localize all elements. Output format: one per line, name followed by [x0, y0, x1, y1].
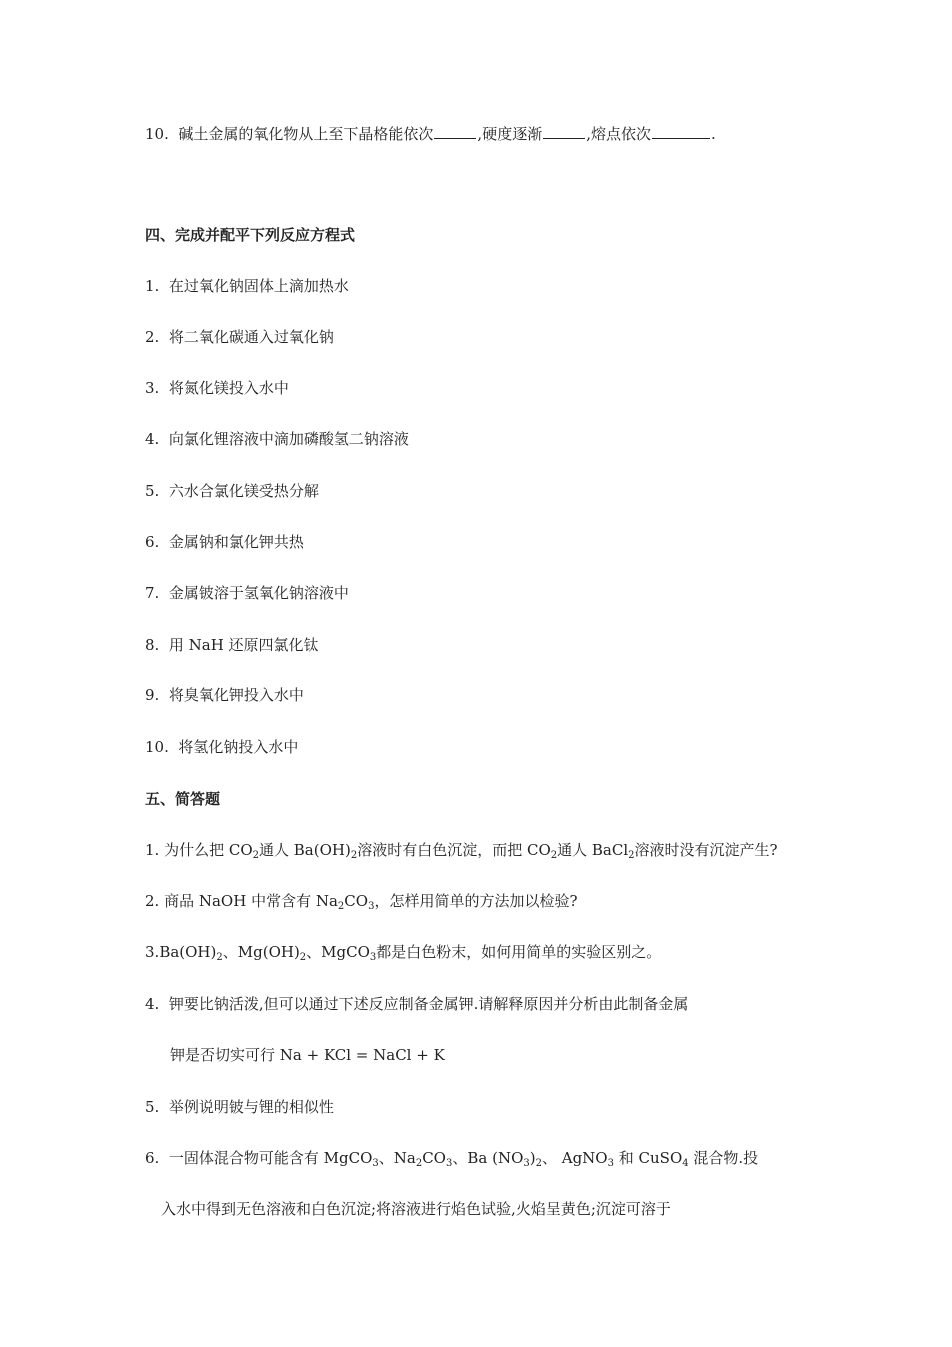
subscript: 3: [368, 901, 375, 912]
list-item: [145, 737, 298, 757]
list-item: [145, 532, 304, 552]
short-answer-question-4: [145, 994, 688, 1014]
question-text: ): [529, 1149, 536, 1167]
question-text: CO: [422, 1149, 446, 1167]
question-text: 碱土金属的氧化物从上至下晶格能依次: [178, 125, 434, 143]
item-number: 7.: [145, 584, 160, 602]
question-text: 和 CuSO: [614, 1149, 683, 1167]
item-number: 6.: [145, 533, 160, 551]
item-text: 向氯化锂溶液中滴加磷酸氢二钠溶液: [168, 430, 409, 448]
subscript: 2: [252, 850, 260, 861]
list-item: [145, 378, 289, 398]
question-text: ,熔点依次: [586, 125, 651, 143]
question-text: 商品 NaOH 中常含有 Na: [164, 892, 338, 910]
question-text: 溶液时没有沉淀产生?: [634, 841, 778, 859]
question-text: 、Mg(OH): [222, 943, 300, 961]
subscript: 3: [607, 1158, 614, 1169]
question-text: 溶液时有白色沉淀，而把 CO: [357, 841, 551, 859]
list-item: [145, 635, 319, 655]
question-text: 、Na: [378, 1149, 416, 1167]
answer-blank[interactable]: [652, 122, 710, 139]
question-number: 4.: [145, 995, 160, 1013]
question-text: 、 AgNO: [541, 1149, 608, 1167]
subscript: 2: [415, 1158, 423, 1169]
subscript: 3: [445, 1158, 453, 1169]
question-text: 通人 BaCl: [557, 841, 629, 859]
subscript: 2: [550, 850, 558, 861]
subscript: 3: [372, 1158, 379, 1169]
question-text: ,硬度逐渐: [477, 125, 543, 143]
short-answer-question-6: [145, 1148, 758, 1168]
subscript: 3: [369, 952, 377, 963]
list-item: [145, 276, 349, 296]
question-number: 6.: [145, 1149, 160, 1167]
section-title: 五、简答题: [145, 790, 221, 808]
item-number: 3.: [145, 379, 160, 397]
question-text: ，怎样用简单的方法加以检验?: [374, 892, 578, 910]
question-text: CO: [344, 892, 369, 910]
question-text: 、Ba (NO: [452, 1149, 524, 1167]
question-text: Ba(OH): [159, 943, 217, 961]
question-number: 10.: [145, 125, 169, 143]
short-answer-question-1: [145, 840, 778, 860]
question-text: .: [710, 125, 716, 143]
item-text: 将臭氧化钾投入水中: [168, 686, 304, 704]
short-answer-question-3: [145, 942, 661, 962]
short-answer-question-4-continued: 钾是否切实可行 Na + KCl = NaCl + K: [170, 1046, 445, 1064]
short-answer-question-2: [145, 891, 578, 911]
item-text: 将氢化钠投入水中: [178, 738, 299, 756]
item-number: 5.: [145, 482, 160, 500]
item-number: 10.: [145, 738, 169, 756]
item-text: 金属钠和氯化钾共热: [168, 533, 304, 551]
short-answer-question-6-continued: 入水中得到无色溶液和白色沉淀;将溶液进行焰色试验,火焰呈黄色;沉淀可溶于: [161, 1200, 671, 1218]
subscript: 2: [535, 1158, 542, 1169]
question-number: 5.: [145, 1098, 160, 1116]
subscript: 3: [523, 1158, 530, 1169]
list-item: [145, 327, 334, 347]
answer-blank[interactable]: [434, 122, 476, 139]
question-text: 、MgCO: [306, 943, 370, 961]
subscript: 2: [299, 952, 307, 963]
list-item: [145, 481, 319, 501]
item-number: 1.: [145, 277, 160, 295]
fill-question-10: [145, 122, 716, 144]
question-text: 举例说明铍与锂的相似性: [168, 1098, 334, 1116]
question-text: 钾要比钠活泼,但可以通过下述反应制备金属钾.请解释原因并分析由此制备金属: [168, 995, 689, 1013]
short-answer-question-5: [145, 1097, 334, 1117]
item-text: 在过氧化钠固体上滴加热水: [168, 277, 349, 295]
item-number: 2.: [145, 328, 160, 346]
question-text: 一固体混合物可能含有 MgCO: [168, 1149, 373, 1167]
subscript: 4: [682, 1158, 689, 1169]
question-text: 为什么把 CO: [164, 841, 253, 859]
item-text: 将氮化镁投入水中: [168, 379, 289, 397]
subscript: 2: [337, 901, 345, 912]
item-text: 用 NaH 还原四氯化钛: [168, 636, 319, 654]
section-title: 四、完成并配平下列反应方程式: [145, 226, 356, 244]
answer-blank[interactable]: [543, 122, 585, 139]
list-item: [145, 685, 304, 705]
item-number: 4.: [145, 430, 160, 448]
item-text: 金属铍溶于氢氧化钠溶液中: [168, 584, 349, 602]
subscript: 2: [216, 952, 223, 963]
subscript: 2: [628, 850, 635, 861]
list-item: [145, 583, 349, 603]
item-text: 将二氧化碳通入过氧化钠: [168, 328, 334, 346]
question-text: 都是白色粉末，如何用简单的实验区别之。: [376, 943, 662, 961]
item-number: 8.: [145, 636, 160, 654]
subscript: 2: [350, 850, 358, 861]
question-number: 3.: [145, 943, 160, 961]
question-text: 通人 Ba(OH): [259, 841, 351, 859]
question-number: 2.: [145, 892, 160, 910]
item-text: 六水合氯化镁受热分解: [168, 482, 319, 500]
item-number: 9.: [145, 686, 160, 704]
question-number: 1.: [145, 841, 160, 859]
question-text: 混合物.投: [688, 1149, 759, 1167]
list-item: [145, 429, 409, 449]
